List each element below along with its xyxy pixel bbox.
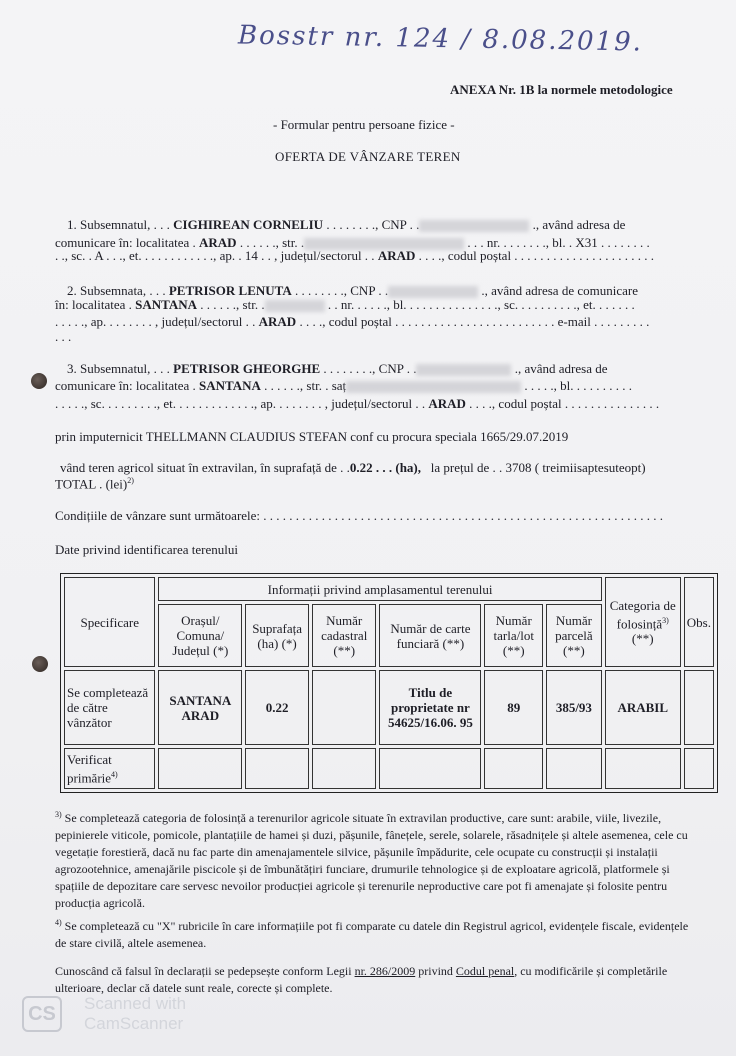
footnote-3: $^{3)}$ Se completează categoria de folosință a terenurilor agricole situate în extravilan productive, care sunt: arabile, viile, livezile, pepinierele viticole, pomicole, plantațiile de hamei și duzi, pășunile, fânețele, serele, solarele, răsadnițele și altele asemenea, cele cu vegetație forestieră, dacă nu fac parte din amenajamentele silvice, pășunile împădurite, cele ocupate cu construcții și instalații agrozootehnice, amenajările piscicole și de îmbunătățiri funciare, drumurile tehnologice și de exploatare agricolă, platformele și spațiile de depozitare care servesc nevoilor producției agricole și terenurile neproductive care pot fi amenajate și folosite pentru producția agricolă. bbox=[55, 810, 688, 910]
empty-cell bbox=[379, 748, 481, 789]
sale-line1: vând teren agricol situat în extravilan, în suprafață de . .0.22 . . . (ha), la prețul de . . 3708 ( treimiisaptesuteopt) bbox=[60, 460, 646, 475]
sale-conditions: Condițiile de vânzare sunt următoarele: . . . . . . . . . . . . . . . . . . . . . . . . . . . . . . . . . . . . . . . . . . . . . . . . . . . . . . . . . . . . . . bbox=[55, 508, 664, 523]
seller3-line1: 3. Subsemnatul, . . . PETRISOR GHEORGHE . . . . . . . ., CNP . . ., având adresa de bbox=[67, 361, 608, 376]
seller2-line3: . . . . ., ap. . . . . . . . , județul/sectorul . . ARAD . . . ., codul poștal . . . . . . . . . . . . . . . . . . . . . . . . . e-mail . . . . . . . . . bbox=[55, 314, 650, 329]
closing-declaration: Cunoscând că falsul în declarații se pedepsește conform Legii nr. 286/2009 privind Codul penal, cu modificările și completările ulterioare, declar că datele sunt reale, corecte și complete. bbox=[55, 964, 668, 995]
header-carte-funciara: Număr de carte funciară (**) bbox=[379, 604, 481, 667]
seller2-line4: . . . bbox=[55, 329, 72, 344]
empty-cell bbox=[605, 748, 681, 789]
cell-carte-funciara: Titlu de proprietate nr 54625/16.06. 95 bbox=[379, 670, 481, 745]
camscanner-watermark: Scanned with CamScanner bbox=[84, 994, 187, 1033]
table-row bbox=[64, 748, 714, 789]
seller1-line1: 1. Subsemnatul, . . . CIGHIREAN CORNELIU . . . . . . . ., CNP . . ., având adresa de bbox=[67, 217, 626, 232]
annex-heading: ANEXA Nr. 1B la normele metodologice bbox=[450, 82, 673, 97]
seller1-line2: comunicare în: localitatea . ARAD . . . . . ., str. . . . . nr. . . . . . . ., bl. . X31 . . . . . . . . bbox=[55, 235, 650, 250]
header-suprafata: Suprafața (ha) (*) bbox=[245, 604, 309, 667]
header-categorie: Categoria de folosință$^{3)}$ (**) bbox=[605, 577, 681, 667]
cell-parcela: 385/93 bbox=[546, 670, 602, 745]
empty-cell bbox=[484, 748, 543, 789]
header-amplasament: Informații privind amplasamentul terenului bbox=[158, 577, 601, 601]
sale-line2: TOTAL . (lei)$^{2)}$ bbox=[55, 476, 134, 492]
seller3-name: PETRISOR GHEORGHE bbox=[173, 361, 321, 376]
seller1-line3: . ., sc. . A . . ., et. . . . . . . . . . . ., ap. . 14 . . , județul/sectorul . . ARAD . . . ., codul poștal . . . . . . . . . . . . . . . . . . . . . . bbox=[55, 248, 655, 263]
proxy-statement: prin imputernicit THELLMANN CLAUDIUS STEFAN conf cu procura speciala 1665/29.07.2019 bbox=[55, 429, 569, 444]
camscanner-logo: CS bbox=[22, 996, 62, 1032]
seller2-name: PETRISOR LENUTA bbox=[168, 283, 292, 298]
land-identification-table bbox=[60, 573, 718, 793]
header-parcela: Număr parcelă (**) bbox=[546, 604, 602, 667]
handwritten-registration-note: Bosstr nr. 124 / 8.08.2019. bbox=[237, 20, 644, 58]
cell-suprafata: 0.22 bbox=[245, 670, 309, 745]
cell-obs bbox=[684, 670, 714, 745]
header-obs: Obs. bbox=[684, 577, 714, 667]
empty-cell bbox=[684, 748, 714, 789]
form-subtitle: - Formular pentru persoane fizice - bbox=[273, 117, 455, 132]
sale-area: 0.22 . . . (ha), bbox=[349, 460, 422, 475]
header-oras: Orașul/ Comuna/ Județul (*) bbox=[158, 604, 242, 667]
table-row bbox=[64, 670, 714, 745]
row-label-primarie: Verificat primărie$^{4)}$ bbox=[64, 748, 155, 789]
empty-cell bbox=[245, 748, 309, 789]
seller1-name: CIGHIREAN CORNELIU bbox=[173, 217, 324, 232]
header-tarla: Număr tarla/lot (**) bbox=[484, 604, 543, 667]
empty-cell bbox=[158, 748, 242, 789]
seller3-line3: . . . . ., sc. . . . . . . . ., et. . . . . . . . . . . . ., ap. . . . . . . . , județul/sectorul . . ARAD . . . ., codul poștal . . . . . . . . . . . . . . . bbox=[55, 396, 660, 411]
seller2-line2: în: localitatea . SANTANA . . . . . ., str. . . . nr. . . . . ., bl. . . . . . . . . . . . . . ., sc. . . . . . . . . ., et. . . . . . . bbox=[55, 297, 635, 312]
seller2-line1: 2. Subsemnata, . . . PETRISOR LENUTA . . . . . . . ., CNP . . ., având adresa de comunicare bbox=[67, 283, 638, 298]
land-data-heading: Date privind identificarea terenului bbox=[55, 542, 239, 557]
seller3-line2: comunicare în: localitatea . SANTANA . . . . . ., str. . saț . . . . ., bl. . . . . . . . . . bbox=[55, 378, 633, 393]
cell-categorie: ARABIL bbox=[605, 670, 681, 745]
header-specificare: Specificare bbox=[64, 577, 155, 667]
cell-tarla: 89 bbox=[484, 670, 543, 745]
document-title: OFERTA DE VÂNZARE TEREN bbox=[275, 149, 461, 164]
cell-oras: SANTANA ARAD bbox=[158, 670, 242, 745]
empty-cell bbox=[546, 748, 602, 789]
header-cadastral: Număr cadastral (**) bbox=[312, 604, 376, 667]
row-label-vanzator: Se completează de către vânzător bbox=[64, 670, 155, 745]
cell-cadastral bbox=[312, 670, 376, 745]
footnote-4: $^{4)}$ Se completează cu "X" rubricile în care informațiile pot fi comparate cu datele din Registrul agricol, evidențele fiscale, evidențele de stare civilă, altele asemenea. bbox=[55, 918, 689, 950]
punch-hole bbox=[32, 656, 48, 672]
empty-cell bbox=[312, 748, 376, 789]
sale-price: la prețul de . . 3708 ( treimiisaptesuteopt) bbox=[430, 460, 646, 475]
punch-hole bbox=[31, 373, 47, 389]
